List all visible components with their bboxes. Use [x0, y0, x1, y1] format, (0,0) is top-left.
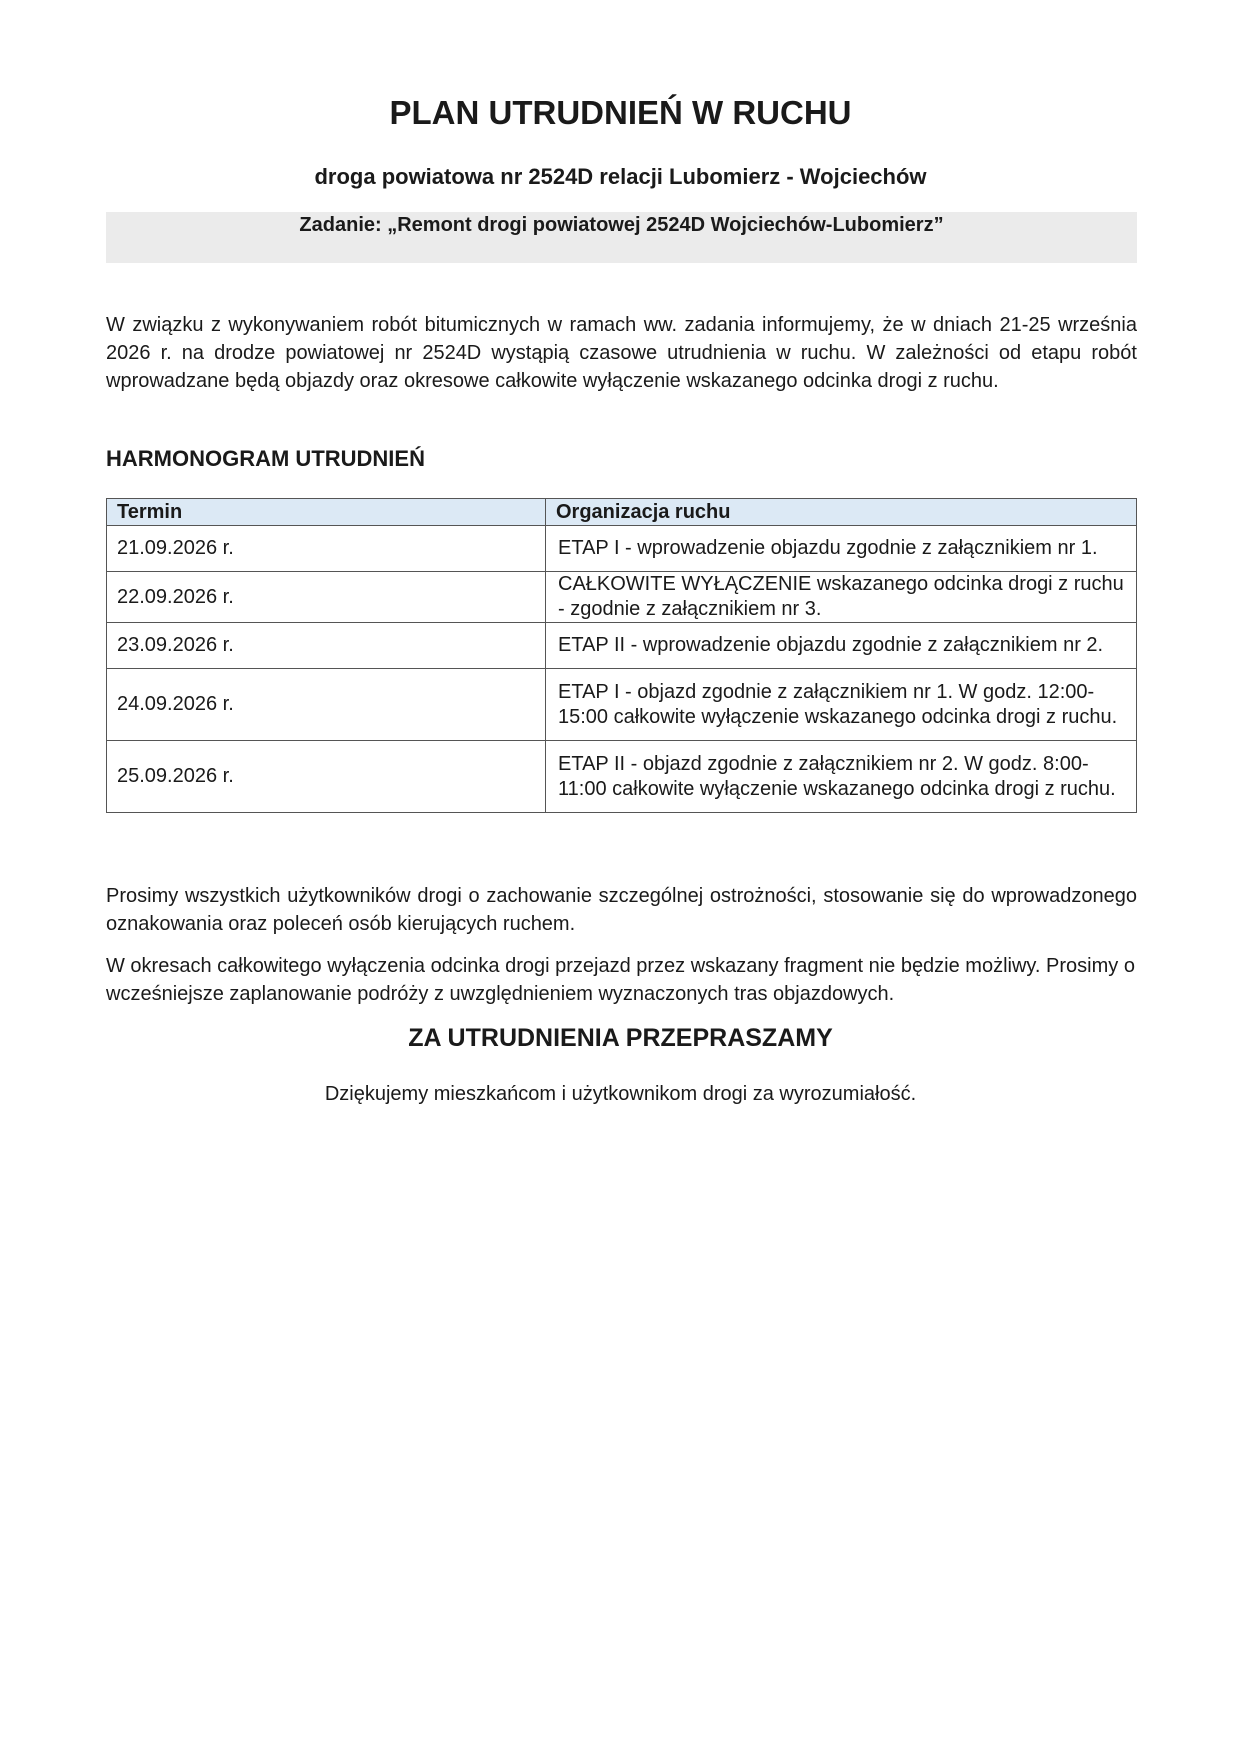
table-row — [107, 623, 1137, 669]
intro-paragraph: W związku z wykonywaniem robót bitumicznych w ramach ww. zadania informujemy, że w dniach 21-25 września 2026 r. na drodze powiatowej nr 2524D wystąpią czasowe utrudnienia w ruchu. W zależności od etapu robót wprowadzane będą objazdy oraz okresowe całkowite wyłączenie wskazanego odcinka drogi z ruchu. — [106, 314, 1137, 392]
table-row — [107, 572, 1137, 623]
apology-heading: ZA UTRUDNIENIA PRZEPRASZAMY — [408, 1024, 833, 1052]
row-date: 21.09.2026 r. — [107, 526, 546, 572]
table-header-row — [107, 499, 1137, 526]
schedule-heading: HARMONOGRAM UTRUDNIEŃ — [106, 446, 425, 471]
task-banner — [106, 212, 1137, 263]
row-date: 23.09.2026 r. — [107, 623, 546, 669]
thanks-line: Dziękujemy mieszkańcom i użytkownikom drogi za wyrozumiałość. — [324, 1083, 917, 1105]
row-date: 24.09.2026 r. — [107, 669, 546, 741]
caution-paragraph: Prosimy wszystkich użytkowników drogi o zachowanie szczególnej ostrożności, stosowanie się do wprowadzonego oznakowania oraz poleceń osób kierujących ruchem. — [106, 885, 1137, 935]
page-title: PLAN UTRUDNIEŃ W RUCHU — [389, 94, 852, 131]
row-date: 25.09.2026 r. — [107, 741, 546, 813]
row-organization: ETAP I - wprowadzenie objazdu zgodnie z załącznikiem nr 1. — [546, 526, 1137, 572]
row-organization: CAŁKOWITE WYŁĄCZENIE wskazanego odcinka drogi z ruchu - zgodnie z załącznikiem nr 3. — [546, 572, 1137, 623]
row-organization: ETAP II - wprowadzenie objazdu zgodnie z załącznikiem nr 2. — [546, 623, 1137, 669]
row-organization: ETAP I - objazd zgodnie z załącznikiem nr 1. W godz. 12:00-15:00 całkowite wyłączenie wskazanego odcinka drogi z ruchu. — [546, 669, 1137, 741]
table-row — [107, 526, 1137, 572]
road-subtitle: droga powiatowa nr 2524D relacji Lubomierz - Wojciechów — [314, 164, 927, 189]
column-header-date: Termin — [107, 499, 546, 526]
table-row — [107, 669, 1137, 741]
task-title: Zadanie: „Remont drogi powiatowej 2524D Wojciechów-Lubomierz” — [299, 214, 944, 236]
table-row — [107, 741, 1137, 813]
row-date: 22.09.2026 r. — [107, 572, 546, 623]
schedule-table — [106, 498, 1137, 813]
row-organization: ETAP II - objazd zgodnie z załącznikiem nr 2. W godz. 8:00-11:00 całkowite wyłączenie wskazanego odcinka drogi z ruchu. — [546, 741, 1137, 813]
closure-paragraph: W okresach całkowitego wyłączenia odcinka drogi przejazd przez wskazany fragment nie będzie możliwy. Prosimy o wcześniejsze zaplanowanie podróży z uwzględnieniem wyznaczonych tras objazdowych. — [106, 955, 1135, 1005]
column-header-organization: Organizacja ruchu — [546, 499, 1137, 526]
